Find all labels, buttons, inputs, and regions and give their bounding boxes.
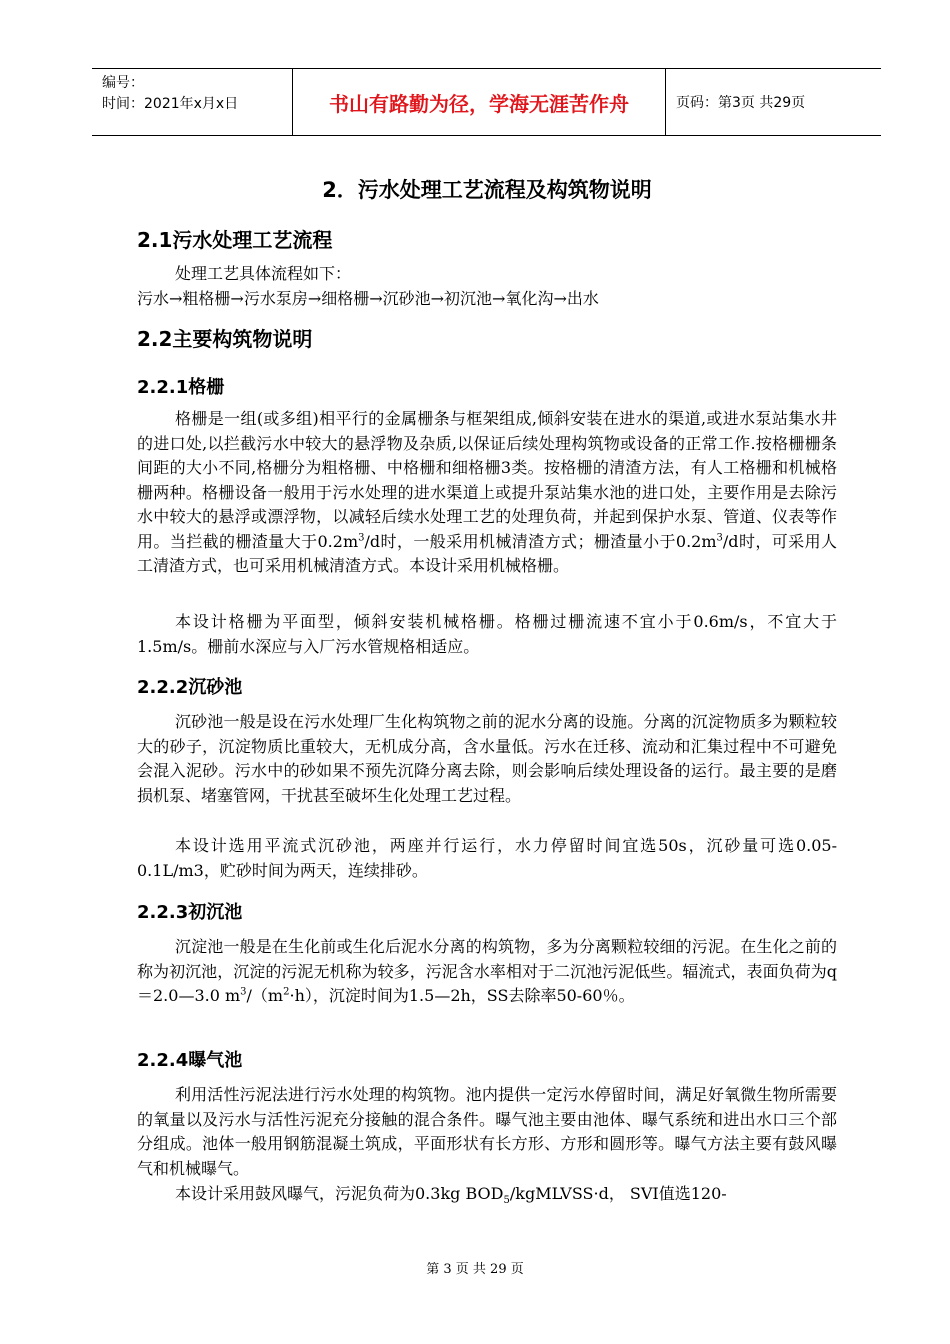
- heading-2-1: 2.1污水处理工艺流程: [137, 228, 333, 252]
- grille-paragraph: 格栅是一组(或多组)相平行的金属栅条与框架组成,倾斜安装在进水的渠道,或进水泵站集水井的进口处,以拦截污水中较大的悬浮物及杂质,以保证后续处理构筑物或设备的正常工作.按格栅栅条间距的大小不同,格栅分为粗格栅、中格栅和细格栅3类。按格栅的清渣方法，有人工格栅和机械格栅两种。格栅设备一般用于污水处理的进水渠道上或提升泵站集水池的进口处，主要作用是去除污水中较大的悬浮或漂浮物，以减轻后续水处理工艺的处理负荷，并起到保护水泵、管道、仪表等作用。当拦截的栅渣量大于$0.2m^3/d$时，一般采用机械清渣方式；栅渣量小于$0.2m^3/d$时，可采用人工清渣方式，也可采用机械清渣方式。本设计采用机械格栅。: [137, 409, 837, 575]
- heading-2-2-2: 2.2.2沉砂池: [137, 677, 243, 698]
- primary-clarifier-paragraph: 沉淀池一般是在生化前或生化后泥水分离的构筑物，多为分离颗粒较细的污泥。在生化之前的称为初沉池，沉淀的污泥无机称为较多，污泥含水率相对于二沉池污泥低些。辐流式，表面负荷为q＝2.0—3.0 $m^3/(m^2\cdot h)$，沉淀时间为1.5—2h，SS去除率50-60％。: [137, 937, 837, 1005]
- document-time: 时间：2021年x月x日: [102, 96, 239, 112]
- page-header: [92, 68, 881, 136]
- document-number: 编号：: [102, 75, 144, 91]
- flow-intro: 处理工艺具体流程如下：: [175, 264, 352, 283]
- heading-2-2-4: 2.2.4曝气池: [137, 1050, 243, 1071]
- heading-2-2-3: 2.2.3初沉池: [137, 902, 243, 923]
- section-title: 2．污水处理工艺流程及构筑物说明: [322, 178, 652, 202]
- header-meta: [92, 69, 293, 135]
- heading-2-2: 2.2主要构筑物说明: [137, 327, 313, 351]
- header-motto: 书山有路勤为径，学海无涯苦作舟: [293, 69, 666, 135]
- header-page-number: 页码：第3页 共29页: [676, 95, 806, 111]
- page-footer: 第 3 页 共 29 页: [426, 1262, 524, 1277]
- process-flow: 污水→粗格栅→污水泵房→细格栅→沉砂池→初沉池→氧化沟→出水: [137, 289, 599, 308]
- aeration-tank-paragraph: 利用活性污泥法进行污水处理的构筑物。池内提供一定污水停留时间，满足好氧微生物所需要的氧量以及污水与活性污泥充分接触的混合条件。曝气池主要由池体、曝气系统和进出水口三个部分组成。池体一般用钢筋混凝土筑成，平面形状有长方形、方形和圆形等。曝气方法主要有鼓风曝气和机械曝气。: [137, 1085, 837, 1178]
- grit-chamber-paragraph: 沉砂池一般是设在污水处理厂生化构筑物之前的泥水分离的设施。分离的沉淀物质多为颗粒较大的砂子，沉淀物质比重较大，无机成分高，含水量低。污水在迁移、流动和汇集过程中不可避免会混入泥砂。污水中的砂如果不预先沉降分离去除，则会影响后续处理设备的运行。最主要的是磨损机泵、堵塞管网，干扰甚至破坏生化处理工艺过程。: [137, 712, 837, 805]
- grille-design-paragraph: 本设计格栅为平面型，倾斜安装机械格栅。格栅过栅流速不宜小于0.6m/s，不宜大于1.5m/s。栅前水深应与入厂污水管规格相适应。: [137, 612, 837, 656]
- heading-2-2-1: 2.2.1格栅: [137, 377, 225, 398]
- aeration-design-paragraph: 本设计采用鼓风曝气，污泥负荷为0.3kg $BOD_5/kgMLVSS\cdot d$， SVI值选120-: [175, 1184, 727, 1207]
- grit-chamber-design-paragraph: 本设计选用平流式沉砂池，两座并行运行，水力停留时间宜选50s，沉砂量可选0.05-0.1L/m3，贮砂时间为两天，连续排砂。: [137, 836, 837, 880]
